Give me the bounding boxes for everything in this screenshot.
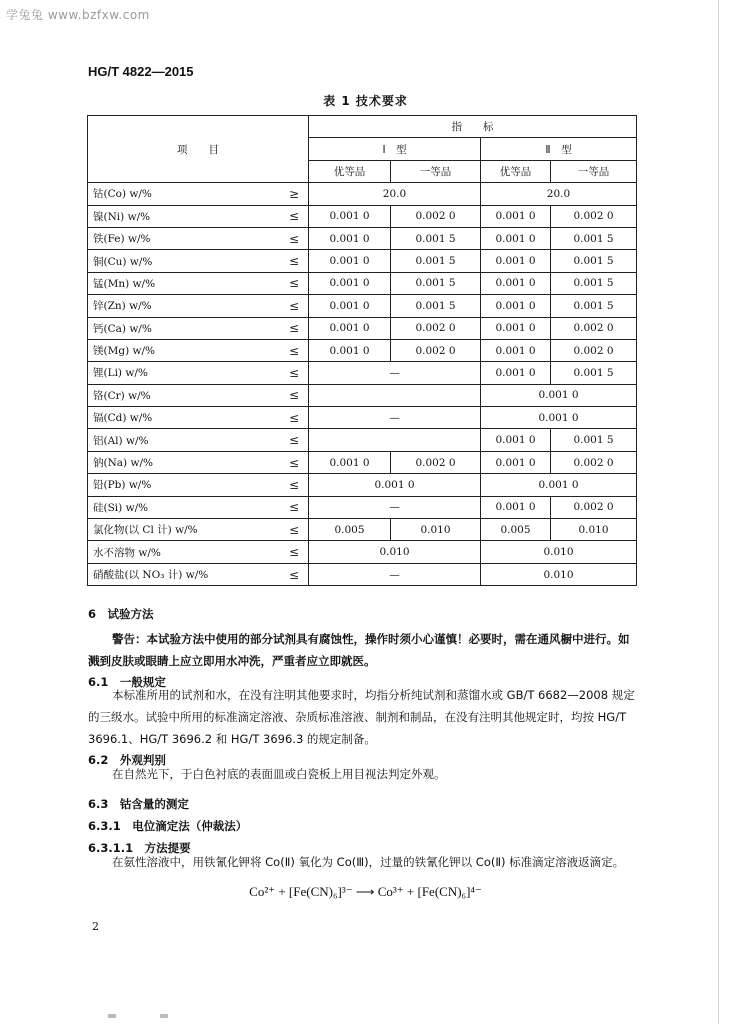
row-item-name: 铁(Fe) w/% xyxy=(88,227,263,249)
table-row xyxy=(88,429,637,451)
row-item-name: 水不溶物 w/% xyxy=(88,541,263,563)
row-value: — xyxy=(309,407,481,429)
section-6-3-1-1-paragraph: 在氨性溶液中，用铁氰化钾将 Co(Ⅱ) 氧化为 Co(Ⅲ)，过量的铁氰化钾以 Co(Ⅱ) 标准滴定溶液返滴定。 xyxy=(112,855,625,869)
section-6-heading: 6 试验方法 xyxy=(88,607,154,621)
header-type1: Ⅰ 型 xyxy=(309,138,481,160)
table-row xyxy=(88,362,637,384)
row-value: 0.001 0 xyxy=(309,250,391,272)
row-value: 0.001 5 xyxy=(551,295,637,317)
page-number: 2 xyxy=(92,920,99,933)
row-value: 0.001 0 xyxy=(309,295,391,317)
scan-edge-line xyxy=(718,0,719,1024)
row-value: 0.001 5 xyxy=(391,227,481,249)
scan-mark xyxy=(160,1014,168,1018)
row-value: 0.001 5 xyxy=(391,250,481,272)
section-6-1-paragraph: 本标准所用的试剂和水，在没有注明其他要求时，均指分析纯试剂和蒸馏水或 GB/T 6682—2008 规定的三级水。试验中所用的标准滴定溶液、杂质标准溶液、制剂和制品，在没有注明其他规定时，均按 HG/T 3696.1、HG/T 3696.2 和 HG/T 3696.3 的规定制备。 xyxy=(88,688,635,746)
row-value: 0.001 0 xyxy=(481,362,551,384)
table-row xyxy=(88,317,637,339)
row-value: — xyxy=(309,496,481,518)
row-value: 0.001 0 xyxy=(481,205,551,227)
header-item: 项 目 xyxy=(88,116,309,183)
row-operator: ≤ xyxy=(263,496,309,518)
row-operator: ≤ xyxy=(263,563,309,585)
table-row xyxy=(88,563,637,585)
row-operator: ≤ xyxy=(263,339,309,361)
header-grade-first: 一等品 xyxy=(391,160,481,182)
row-item-name: 铜(Cu) w/% xyxy=(88,250,263,272)
row-item-name: 镁(Mg) w/% xyxy=(88,339,263,361)
row-value: 0.001 0 xyxy=(309,474,481,496)
warning-paragraph: 警告：本试验方法中使用的部分试剂具有腐蚀性，操作时须小心谨慎！必要时，需在通风橱中进行。如溅到皮肤或眼睛上应立即用水冲洗，严重者应立即就医。 xyxy=(88,632,630,668)
table-row xyxy=(88,205,637,227)
table-row xyxy=(88,384,637,406)
row-operator: ≤ xyxy=(263,272,309,294)
row-item-name: 铝(Al) w/% xyxy=(88,429,263,451)
row-value: 0.001 5 xyxy=(391,295,481,317)
row-value: 0.001 0 xyxy=(309,272,391,294)
watermark: 学兔兔 www.bzfxw.com xyxy=(6,8,150,22)
row-item-name: 硝酸盐(以 NO₃ 计) w/% xyxy=(88,563,263,585)
row-value: 0.001 5 xyxy=(391,272,481,294)
row-operator: ≤ xyxy=(263,429,309,451)
row-value: 0.010 xyxy=(551,519,637,541)
section-6-2-heading: 6.2 外观判别 xyxy=(88,753,166,767)
table-row xyxy=(88,227,637,249)
row-value: 0.001 0 xyxy=(481,227,551,249)
row-value: 0.010 xyxy=(481,541,637,563)
header-grade-superior: 优等品 xyxy=(481,160,551,182)
row-item-name: 镍(Ni) w/% xyxy=(88,205,263,227)
table-row xyxy=(88,519,637,541)
row-operator: ≤ xyxy=(263,407,309,429)
row-value: 0.001 0 xyxy=(309,339,391,361)
table-row xyxy=(88,183,637,205)
row-value xyxy=(309,429,481,451)
reaction-equation: Co²⁺ + [Fe(CN)₆]³⁻ ⟶ Co³⁺ + [Fe(CN)₆]⁴⁻ xyxy=(249,884,482,899)
table-row xyxy=(88,295,637,317)
row-item-name: 氯化物(以 Cl 计) w/% xyxy=(88,519,263,541)
row-value: 0.001 0 xyxy=(481,451,551,473)
row-value: 0.001 0 xyxy=(309,205,391,227)
row-operator: ≤ xyxy=(263,250,309,272)
row-item-name: 硅(Si) w/% xyxy=(88,496,263,518)
header-index: 指 标 xyxy=(309,116,637,138)
row-value: 0.001 0 xyxy=(309,451,391,473)
table-row xyxy=(88,339,637,361)
row-value: 0.010 xyxy=(309,541,481,563)
row-value: 0.001 5 xyxy=(551,250,637,272)
row-value: 0.001 0 xyxy=(481,474,637,496)
row-value: — xyxy=(309,362,481,384)
section-6-1-heading: 6.1 一般规定 xyxy=(88,675,166,689)
scan-mark xyxy=(108,1014,116,1018)
row-value: 0.002 0 xyxy=(391,339,481,361)
row-operator: ≤ xyxy=(263,519,309,541)
row-item-name: 锂(Li) w/% xyxy=(88,362,263,384)
row-item-name: 钴(Co) w/% xyxy=(88,183,263,205)
row-operator: ≥ xyxy=(263,183,309,205)
row-value: 0.005 xyxy=(309,519,391,541)
row-value: 0.002 0 xyxy=(551,317,637,339)
row-value: 0.002 0 xyxy=(551,451,637,473)
row-value: 20.0 xyxy=(309,183,481,205)
table-row xyxy=(88,474,637,496)
row-value: 0.001 0 xyxy=(309,227,391,249)
row-value xyxy=(309,384,481,406)
table-row xyxy=(88,541,637,563)
row-operator: ≤ xyxy=(263,451,309,473)
header-grade-first: 一等品 xyxy=(551,160,637,182)
row-value: 0.002 0 xyxy=(551,205,637,227)
row-value: 0.001 0 xyxy=(481,339,551,361)
row-value: 0.001 0 xyxy=(309,317,391,339)
row-operator: ≤ xyxy=(263,541,309,563)
header-type2: Ⅱ 型 xyxy=(481,138,637,160)
row-value: 0.005 xyxy=(481,519,551,541)
row-value: 0.001 0 xyxy=(481,250,551,272)
row-value: 0.001 0 xyxy=(481,295,551,317)
row-value: 0.001 5 xyxy=(551,362,637,384)
row-operator: ≤ xyxy=(263,317,309,339)
table-row xyxy=(88,272,637,294)
row-value: 0.001 5 xyxy=(551,272,637,294)
standard-number: HG/T 4822—2015 xyxy=(88,64,194,79)
section-6-3-1-1-heading: 6.3.1.1 方法提要 xyxy=(88,841,191,855)
section-6-2-paragraph: 在自然光下，于白色衬底的表面皿或白瓷板上用目视法判定外观。 xyxy=(112,767,446,781)
row-value: 0.001 0 xyxy=(481,317,551,339)
row-item-name: 钙(Ca) w/% xyxy=(88,317,263,339)
row-value: — xyxy=(309,563,481,585)
row-value: 0.001 0 xyxy=(481,384,637,406)
row-value: 0.010 xyxy=(391,519,481,541)
table-row xyxy=(88,250,637,272)
row-operator: ≤ xyxy=(263,227,309,249)
table-title: 表 1 技术要求 xyxy=(323,94,408,108)
row-value: 0.001 0 xyxy=(481,429,551,451)
row-operator: ≤ xyxy=(263,295,309,317)
table-row xyxy=(88,407,637,429)
row-value: 0.002 0 xyxy=(551,339,637,361)
technical-requirements-table xyxy=(87,115,637,586)
row-item-name: 钠(Na) w/% xyxy=(88,451,263,473)
row-value: 0.010 xyxy=(481,563,637,585)
row-value: 0.002 0 xyxy=(391,205,481,227)
row-value: 0.002 0 xyxy=(391,451,481,473)
row-operator: ≤ xyxy=(263,205,309,227)
row-item-name: 铬(Cr) w/% xyxy=(88,384,263,406)
section-6-3-heading: 6.3 钴含量的测定 xyxy=(88,797,189,811)
table-row xyxy=(88,496,637,518)
section-6-3-1-heading: 6.3.1 电位滴定法（仲裁法） xyxy=(88,819,248,833)
row-operator: ≤ xyxy=(263,362,309,384)
header-grade-superior: 优等品 xyxy=(309,160,391,182)
row-value: 0.002 0 xyxy=(391,317,481,339)
row-item-name: 镉(Cd) w/% xyxy=(88,407,263,429)
row-value: 0.001 0 xyxy=(481,272,551,294)
row-item-name: 锌(Zn) w/% xyxy=(88,295,263,317)
row-operator: ≤ xyxy=(263,384,309,406)
table-header-row xyxy=(88,116,637,138)
row-value: 0.001 0 xyxy=(481,407,637,429)
row-item-name: 锰(Mn) w/% xyxy=(88,272,263,294)
row-value: 20.0 xyxy=(481,183,637,205)
row-value: 0.001 0 xyxy=(481,496,551,518)
row-item-name: 铅(Pb) w/% xyxy=(88,474,263,496)
row-value: 0.001 5 xyxy=(551,429,637,451)
row-operator: ≤ xyxy=(263,474,309,496)
row-value: 0.002 0 xyxy=(551,496,637,518)
table-row xyxy=(88,451,637,473)
row-value: 0.001 5 xyxy=(551,227,637,249)
